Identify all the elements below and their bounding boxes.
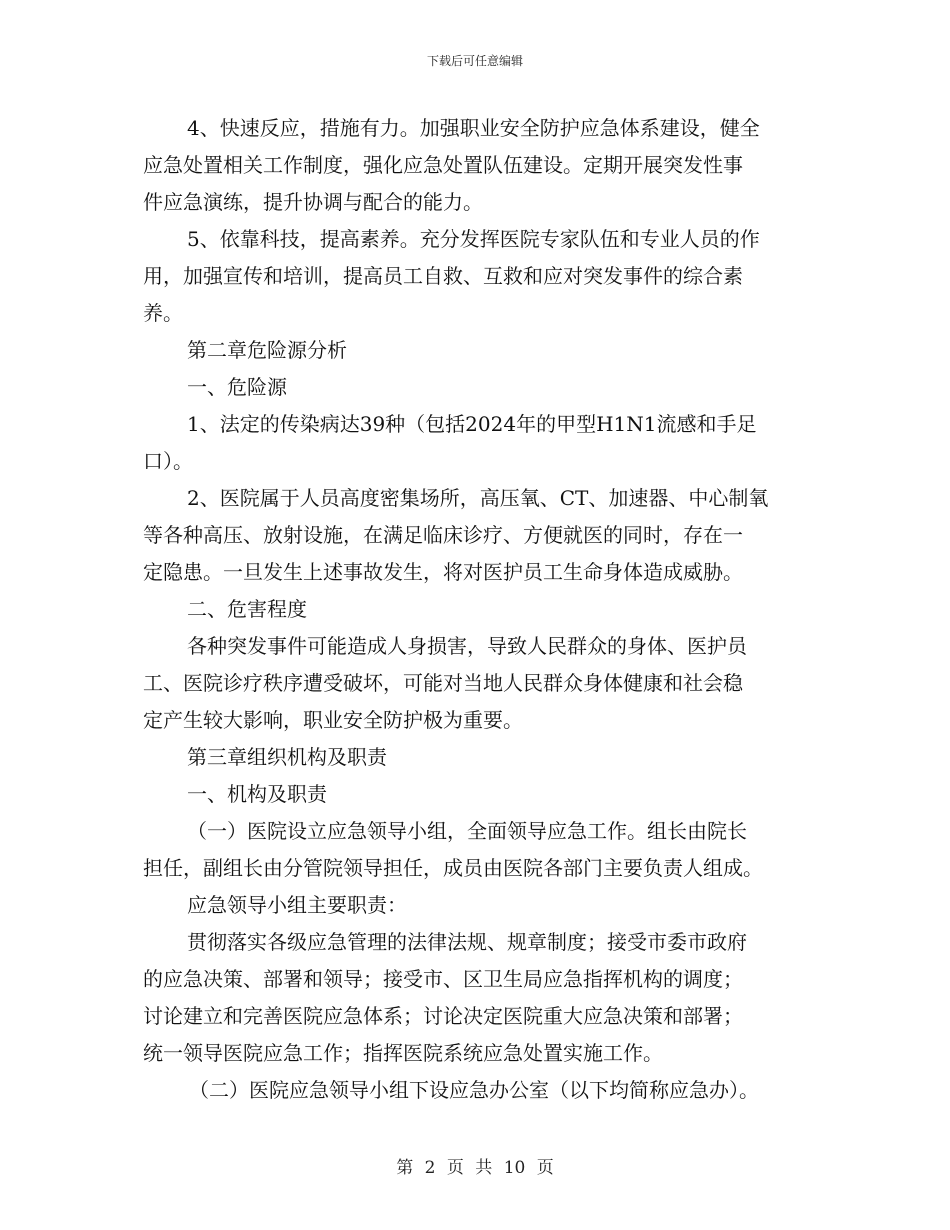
document-body (143, 110, 813, 1109)
chapter-heading: 第三章组织机构及职责 (187, 745, 387, 769)
section-heading: 一、机构及职责 (187, 782, 327, 806)
paragraph-line: 应急处置相关工作制度，强化应急处置队伍建设。定期开展突发性事 (143, 153, 743, 177)
paragraph-line: 养。 (143, 301, 183, 325)
paragraph-line: 统一领导医院应急工作；指挥医院系统应急处置实施工作。 (143, 1041, 663, 1065)
paragraph-line: 2、医院属于人员高度密集场所，高压氧、CT、加速器、中心制氧 (187, 486, 769, 510)
paragraph-line: 应急领导小组主要职责： (187, 893, 407, 917)
paragraph-line: 各种突发事件可能造成人身损害，导致人民群众的身体、医护员 (187, 634, 747, 658)
paragraph-line: 担任，副组长由分管院领导担任，成员由医院各部门主要负责人组成。 (143, 856, 763, 880)
chapter-heading: 第二章危险源分析 (187, 338, 347, 362)
paragraph-line: 件应急演练，提升协调与配合的能力。 (143, 190, 483, 214)
paragraph-line: 的应急决策、部署和领导；接受市、区卫生局应急指挥机构的调度； (143, 967, 743, 991)
paragraph-line: 口）。 (143, 449, 193, 473)
paragraph-line: 工、医院诊疗秩序遭受破坏，可能对当地人民群众身体健康和社会稳 (143, 671, 743, 695)
paragraph-line: （二）医院应急领导小组下设应急办公室（以下均简称应急办）。 (189, 1078, 759, 1102)
paragraph-line: 4、快速反应，措施有力。加强职业安全防护应急体系建设，健全 (187, 116, 760, 140)
paragraph-line: 等各种高压、放射设施，在满足临床诊疗、方便就医的同时，存在一 (143, 523, 743, 547)
paragraph-line: 5、依靠科技，提高素养。充分发挥医院专家队伍和专业人员的作 (187, 227, 760, 251)
paragraph-line: （一）医院设立应急领导小组，全面领导应急工作。组长由院长 (187, 819, 747, 843)
paragraph-line: 贯彻落实各级应急管理的法律法规、规章制度；接受市委市政府 (187, 930, 747, 954)
paragraph-line: 定隐患。一旦发生上述事故发生，将对医护员工生命身体造成威胁。 (143, 560, 743, 584)
paragraph-line: 1、法定的传染病达39种（包括2024年的甲型H1N1流感和手足 (187, 412, 757, 436)
section-heading: 一、危险源 (187, 375, 287, 399)
paragraph-line: 讨论建立和完善医院应急体系；讨论决定医院重大应急决策和部署； (143, 1004, 743, 1028)
section-heading: 二、危害程度 (187, 597, 307, 621)
paragraph-line: 用，加强宣传和培训，提高员工自救、互救和应对突发事件的综合素 (143, 264, 743, 288)
page-number-footer: 第 2 页 共 10 页 (396, 1158, 554, 1178)
page-header: 下载后可任意编辑 (426, 54, 523, 68)
paragraph-line: 定产生较大影响，职业安全防护极为重要。 (143, 708, 523, 732)
